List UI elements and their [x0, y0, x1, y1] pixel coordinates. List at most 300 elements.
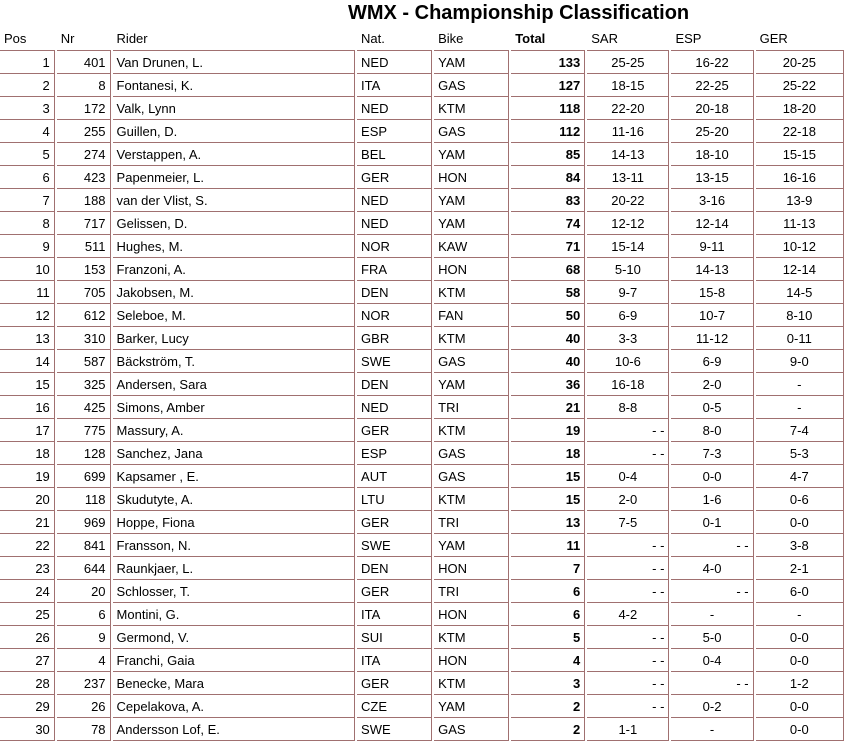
- table-row: [0, 327, 844, 350]
- cell-bike: HON: [434, 557, 509, 580]
- column-header-ger: GER: [756, 27, 844, 51]
- cell-rider: Sanchez, Jana: [113, 442, 356, 465]
- cell-nr: 423: [57, 166, 111, 189]
- cell-pos: 25: [0, 603, 55, 626]
- cell-ger: -: [756, 603, 844, 626]
- cell-esp: 0-5: [671, 396, 753, 419]
- cell-pos: 2: [0, 74, 55, 97]
- cell-bike: YAM: [434, 695, 509, 718]
- table-row: [0, 511, 844, 534]
- cell-ger: 0-0: [756, 649, 844, 672]
- cell-esp: 0-4: [671, 649, 753, 672]
- table-row: [0, 718, 844, 741]
- cell-rider: Papenmeier, L.: [113, 166, 356, 189]
- cell-pos: 29: [0, 695, 55, 718]
- cell-nat: ESP: [357, 120, 432, 143]
- cell-nr: 511: [57, 235, 111, 258]
- cell-ger: 14-5: [756, 281, 844, 304]
- cell-nat: DEN: [357, 281, 432, 304]
- cell-nr: 8: [57, 74, 111, 97]
- cell-pos: 16: [0, 396, 55, 419]
- cell-pos: 26: [0, 626, 55, 649]
- cell-pos: 4: [0, 120, 55, 143]
- cell-sar: 22-20: [587, 97, 669, 120]
- cell-total: 50: [511, 304, 585, 327]
- cell-esp: 8-0: [671, 419, 753, 442]
- cell-bike: KTM: [434, 626, 509, 649]
- cell-rider: Guillen, D.: [113, 120, 356, 143]
- cell-total: 21: [511, 396, 585, 419]
- cell-ger: 2-1: [756, 557, 844, 580]
- cell-ger: 0-6: [756, 488, 844, 511]
- cell-sar: - -: [587, 442, 669, 465]
- cell-nat: NED: [357, 396, 432, 419]
- table-row: [0, 534, 844, 557]
- cell-total: 112: [511, 120, 585, 143]
- cell-bike: KTM: [434, 419, 509, 442]
- cell-sar: - -: [587, 672, 669, 695]
- cell-sar: 8-8: [587, 396, 669, 419]
- cell-total: 15: [511, 465, 585, 488]
- cell-bike: FAN: [434, 304, 509, 327]
- cell-nat: ITA: [357, 74, 432, 97]
- cell-total: 71: [511, 235, 585, 258]
- cell-nr: 310: [57, 327, 111, 350]
- cell-sar: 16-18: [587, 373, 669, 396]
- column-header-bike: Bike: [434, 27, 509, 51]
- cell-nr: 969: [57, 511, 111, 534]
- cell-nr: 9: [57, 626, 111, 649]
- cell-pos: 21: [0, 511, 55, 534]
- cell-sar: - -: [587, 695, 669, 718]
- cell-pos: 24: [0, 580, 55, 603]
- table-row: [0, 442, 844, 465]
- table-row: [0, 488, 844, 511]
- cell-sar: 7-5: [587, 511, 669, 534]
- table-row: [0, 672, 844, 695]
- cell-esp: 0-1: [671, 511, 753, 534]
- cell-bike: GAS: [434, 442, 509, 465]
- cell-rider: Valk, Lynn: [113, 97, 356, 120]
- cell-nr: 172: [57, 97, 111, 120]
- table-row: [0, 97, 844, 120]
- table-row: [0, 373, 844, 396]
- column-header-total: Total: [511, 27, 585, 51]
- cell-total: 4: [511, 649, 585, 672]
- cell-total: 85: [511, 143, 585, 166]
- cell-sar: - -: [587, 626, 669, 649]
- cell-ger: -: [756, 396, 844, 419]
- cell-ger: 16-16: [756, 166, 844, 189]
- cell-bike: YAM: [434, 143, 509, 166]
- cell-rider: Franzoni, A.: [113, 258, 356, 281]
- table-row: [0, 212, 844, 235]
- cell-bike: TRI: [434, 580, 509, 603]
- table-row: [0, 304, 844, 327]
- cell-pos: 7: [0, 189, 55, 212]
- cell-ger: 9-0: [756, 350, 844, 373]
- cell-sar: 6-9: [587, 304, 669, 327]
- cell-total: 68: [511, 258, 585, 281]
- table-row: [0, 235, 844, 258]
- cell-rider: Jakobsen, M.: [113, 281, 356, 304]
- cell-nat: SWE: [357, 350, 432, 373]
- cell-pos: 13: [0, 327, 55, 350]
- cell-nr: 6: [57, 603, 111, 626]
- cell-ger: 1-2: [756, 672, 844, 695]
- cell-nr: 644: [57, 557, 111, 580]
- cell-total: 40: [511, 350, 585, 373]
- cell-pos: 8: [0, 212, 55, 235]
- cell-nr: 612: [57, 304, 111, 327]
- cell-rider: Simons, Amber: [113, 396, 356, 419]
- cell-nat: NED: [357, 212, 432, 235]
- cell-esp: 0-0: [671, 465, 753, 488]
- cell-nat: GER: [357, 580, 432, 603]
- cell-pos: 30: [0, 718, 55, 741]
- cell-pos: 10: [0, 258, 55, 281]
- cell-total: 11: [511, 534, 585, 557]
- cell-rider: Van Drunen, L.: [113, 51, 356, 74]
- cell-nat: DEN: [357, 557, 432, 580]
- cell-ger: 5-3: [756, 442, 844, 465]
- cell-bike: KAW: [434, 235, 509, 258]
- cell-bike: YAM: [434, 51, 509, 74]
- cell-nat: SUI: [357, 626, 432, 649]
- cell-total: 127: [511, 74, 585, 97]
- cell-pos: 28: [0, 672, 55, 695]
- cell-rider: Gelissen, D.: [113, 212, 356, 235]
- cell-rider: Andersson Lof, E.: [113, 718, 356, 741]
- cell-bike: KTM: [434, 281, 509, 304]
- cell-sar: - -: [587, 649, 669, 672]
- cell-esp: 2-0: [671, 373, 753, 396]
- cell-nat: AUT: [357, 465, 432, 488]
- table-row: [0, 603, 844, 626]
- cell-esp: 14-13: [671, 258, 753, 281]
- cell-total: 13: [511, 511, 585, 534]
- cell-nr: 26: [57, 695, 111, 718]
- cell-pos: 17: [0, 419, 55, 442]
- cell-ger: 25-22: [756, 74, 844, 97]
- cell-rider: Fontanesi, K.: [113, 74, 356, 97]
- table-row: [0, 465, 844, 488]
- cell-bike: KTM: [434, 327, 509, 350]
- cell-rider: Barker, Lucy: [113, 327, 356, 350]
- cell-rider: Verstappen, A.: [113, 143, 356, 166]
- table-row: [0, 396, 844, 419]
- cell-pos: 11: [0, 281, 55, 304]
- cell-nr: 841: [57, 534, 111, 557]
- table-row: [0, 281, 844, 304]
- cell-ger: 0-0: [756, 695, 844, 718]
- cell-pos: 3: [0, 97, 55, 120]
- cell-rider: Schlosser, T.: [113, 580, 356, 603]
- cell-nat: BEL: [357, 143, 432, 166]
- column-header-nat: Nat.: [357, 27, 432, 51]
- cell-sar: 4-2: [587, 603, 669, 626]
- cell-nat: NED: [357, 189, 432, 212]
- cell-nr: 20: [57, 580, 111, 603]
- cell-esp: 7-3: [671, 442, 753, 465]
- cell-total: 58: [511, 281, 585, 304]
- cell-rider: Raunkjaer, L.: [113, 557, 356, 580]
- cell-sar: - -: [587, 419, 669, 442]
- cell-nat: ITA: [357, 603, 432, 626]
- cell-sar: 10-6: [587, 350, 669, 373]
- cell-sar: 15-14: [587, 235, 669, 258]
- cell-bike: GAS: [434, 350, 509, 373]
- cell-total: 84: [511, 166, 585, 189]
- cell-ger: 0-0: [756, 511, 844, 534]
- cell-rider: Kapsamer , E.: [113, 465, 356, 488]
- cell-rider: Benecke, Mara: [113, 672, 356, 695]
- cell-ger: 0-0: [756, 626, 844, 649]
- table-row: [0, 258, 844, 281]
- cell-total: 6: [511, 580, 585, 603]
- cell-nr: 425: [57, 396, 111, 419]
- cell-bike: KTM: [434, 488, 509, 511]
- cell-sar: - -: [587, 580, 669, 603]
- cell-ger: 18-20: [756, 97, 844, 120]
- cell-pos: 9: [0, 235, 55, 258]
- cell-ger: 10-12: [756, 235, 844, 258]
- cell-pos: 1: [0, 51, 55, 74]
- cell-bike: KTM: [434, 97, 509, 120]
- cell-total: 118: [511, 97, 585, 120]
- cell-bike: YAM: [434, 373, 509, 396]
- cell-sar: 0-4: [587, 465, 669, 488]
- cell-nr: 401: [57, 51, 111, 74]
- cell-nr: 118: [57, 488, 111, 511]
- cell-bike: YAM: [434, 212, 509, 235]
- cell-esp: -: [671, 718, 753, 741]
- cell-nr: 699: [57, 465, 111, 488]
- header-row: [0, 27, 844, 51]
- cell-rider: Franchi, Gaia: [113, 649, 356, 672]
- cell-nr: 128: [57, 442, 111, 465]
- cell-ger: 3-8: [756, 534, 844, 557]
- cell-total: 133: [511, 51, 585, 74]
- cell-esp: 20-18: [671, 97, 753, 120]
- cell-nat: NED: [357, 51, 432, 74]
- cell-nat: SWE: [357, 534, 432, 557]
- cell-esp: 3-16: [671, 189, 753, 212]
- cell-total: 36: [511, 373, 585, 396]
- table-row: [0, 143, 844, 166]
- table-row: [0, 51, 844, 74]
- cell-nr: 717: [57, 212, 111, 235]
- cell-nat: GER: [357, 511, 432, 534]
- cell-esp: - -: [671, 580, 753, 603]
- cell-esp: 12-14: [671, 212, 753, 235]
- cell-sar: 12-12: [587, 212, 669, 235]
- cell-bike: GAS: [434, 718, 509, 741]
- cell-bike: HON: [434, 166, 509, 189]
- cell-ger: 20-25: [756, 51, 844, 74]
- cell-nr: 78: [57, 718, 111, 741]
- cell-esp: 18-10: [671, 143, 753, 166]
- cell-pos: 5: [0, 143, 55, 166]
- cell-nr: 188: [57, 189, 111, 212]
- cell-total: 74: [511, 212, 585, 235]
- table-row: [0, 580, 844, 603]
- cell-pos: 22: [0, 534, 55, 557]
- table-row: [0, 189, 844, 212]
- cell-nr: 153: [57, 258, 111, 281]
- column-header-rider: Rider: [113, 27, 356, 51]
- cell-total: 6: [511, 603, 585, 626]
- cell-total: 83: [511, 189, 585, 212]
- cell-nr: 237: [57, 672, 111, 695]
- classification-table: [0, 27, 846, 741]
- cell-total: 19: [511, 419, 585, 442]
- cell-bike: TRI: [434, 396, 509, 419]
- cell-pos: 12: [0, 304, 55, 327]
- cell-esp: 1-6: [671, 488, 753, 511]
- cell-total: 7: [511, 557, 585, 580]
- cell-esp: 6-9: [671, 350, 753, 373]
- cell-bike: YAM: [434, 189, 509, 212]
- table-row: [0, 120, 844, 143]
- cell-nat: GBR: [357, 327, 432, 350]
- cell-pos: 15: [0, 373, 55, 396]
- cell-sar: 20-22: [587, 189, 669, 212]
- cell-bike: GAS: [434, 74, 509, 97]
- cell-rider: Bäckström, T.: [113, 350, 356, 373]
- cell-bike: HON: [434, 603, 509, 626]
- cell-ger: 0-0: [756, 718, 844, 741]
- cell-rider: Andersen, Sara: [113, 373, 356, 396]
- cell-sar: - -: [587, 534, 669, 557]
- cell-pos: 14: [0, 350, 55, 373]
- cell-ger: 8-10: [756, 304, 844, 327]
- cell-rider: Massury, A.: [113, 419, 356, 442]
- cell-nr: 775: [57, 419, 111, 442]
- cell-pos: 18: [0, 442, 55, 465]
- cell-ger: 6-0: [756, 580, 844, 603]
- cell-sar: 18-15: [587, 74, 669, 97]
- cell-bike: HON: [434, 649, 509, 672]
- cell-nat: FRA: [357, 258, 432, 281]
- cell-esp: 25-20: [671, 120, 753, 143]
- table-row: [0, 350, 844, 373]
- cell-pos: 27: [0, 649, 55, 672]
- cell-bike: GAS: [434, 120, 509, 143]
- column-header-nr: Nr: [57, 27, 111, 51]
- cell-nat: CZE: [357, 695, 432, 718]
- cell-total: 2: [511, 695, 585, 718]
- cell-esp: 13-15: [671, 166, 753, 189]
- cell-ger: 22-18: [756, 120, 844, 143]
- cell-total: 3: [511, 672, 585, 695]
- cell-ger: 0-11: [756, 327, 844, 350]
- cell-total: 15: [511, 488, 585, 511]
- cell-nat: NOR: [357, 235, 432, 258]
- cell-total: 18: [511, 442, 585, 465]
- cell-sar: 14-13: [587, 143, 669, 166]
- cell-nat: GER: [357, 166, 432, 189]
- cell-sar: - -: [587, 557, 669, 580]
- cell-sar: 25-25: [587, 51, 669, 74]
- cell-pos: 6: [0, 166, 55, 189]
- cell-rider: Cepelakova, A.: [113, 695, 356, 718]
- cell-rider: Hughes, M.: [113, 235, 356, 258]
- cell-total: 2: [511, 718, 585, 741]
- cell-ger: 7-4: [756, 419, 844, 442]
- column-header-sar: SAR: [587, 27, 669, 51]
- page-title: WMX - Championship Classification: [348, 2, 690, 24]
- cell-sar: 5-10: [587, 258, 669, 281]
- cell-nat: NOR: [357, 304, 432, 327]
- cell-ger: 15-15: [756, 143, 844, 166]
- cell-esp: 10-7: [671, 304, 753, 327]
- cell-nr: 274: [57, 143, 111, 166]
- cell-pos: 23: [0, 557, 55, 580]
- cell-pos: 20: [0, 488, 55, 511]
- cell-bike: GAS: [434, 465, 509, 488]
- cell-esp: - -: [671, 534, 753, 557]
- cell-esp: 5-0: [671, 626, 753, 649]
- cell-ger: -: [756, 373, 844, 396]
- cell-esp: 11-12: [671, 327, 753, 350]
- table-row: [0, 557, 844, 580]
- cell-sar: 2-0: [587, 488, 669, 511]
- cell-bike: KTM: [434, 672, 509, 695]
- cell-ger: 11-13: [756, 212, 844, 235]
- cell-nat: LTU: [357, 488, 432, 511]
- cell-nr: 325: [57, 373, 111, 396]
- cell-pos: 19: [0, 465, 55, 488]
- cell-nat: ITA: [357, 649, 432, 672]
- cell-rider: Hoppe, Fiona: [113, 511, 356, 534]
- table-row: [0, 695, 844, 718]
- table-row: [0, 74, 844, 97]
- cell-sar: 11-16: [587, 120, 669, 143]
- column-header-esp: ESP: [671, 27, 753, 51]
- cell-rider: Germond, V.: [113, 626, 356, 649]
- cell-nr: 705: [57, 281, 111, 304]
- cell-rider: Seleboe, M.: [113, 304, 356, 327]
- cell-esp: -: [671, 603, 753, 626]
- cell-sar: 3-3: [587, 327, 669, 350]
- cell-esp: 0-2: [671, 695, 753, 718]
- cell-nat: SWE: [357, 718, 432, 741]
- cell-nr: 587: [57, 350, 111, 373]
- cell-nat: GER: [357, 419, 432, 442]
- cell-ger: 12-14: [756, 258, 844, 281]
- cell-bike: YAM: [434, 534, 509, 557]
- cell-rider: Skudutyte, A.: [113, 488, 356, 511]
- cell-total: 5: [511, 626, 585, 649]
- table-row: [0, 626, 844, 649]
- cell-nat: ESP: [357, 442, 432, 465]
- cell-nat: NED: [357, 97, 432, 120]
- cell-ger: 13-9: [756, 189, 844, 212]
- table-row: [0, 419, 844, 442]
- cell-bike: HON: [434, 258, 509, 281]
- cell-rider: van der Vlist, S.: [113, 189, 356, 212]
- cell-nr: 4: [57, 649, 111, 672]
- cell-bike: TRI: [434, 511, 509, 534]
- cell-esp: 15-8: [671, 281, 753, 304]
- cell-total: 40: [511, 327, 585, 350]
- column-header-pos: Pos: [0, 27, 55, 51]
- cell-sar: 1-1: [587, 718, 669, 741]
- table-row: [0, 649, 844, 672]
- cell-esp: 4-0: [671, 557, 753, 580]
- cell-nat: DEN: [357, 373, 432, 396]
